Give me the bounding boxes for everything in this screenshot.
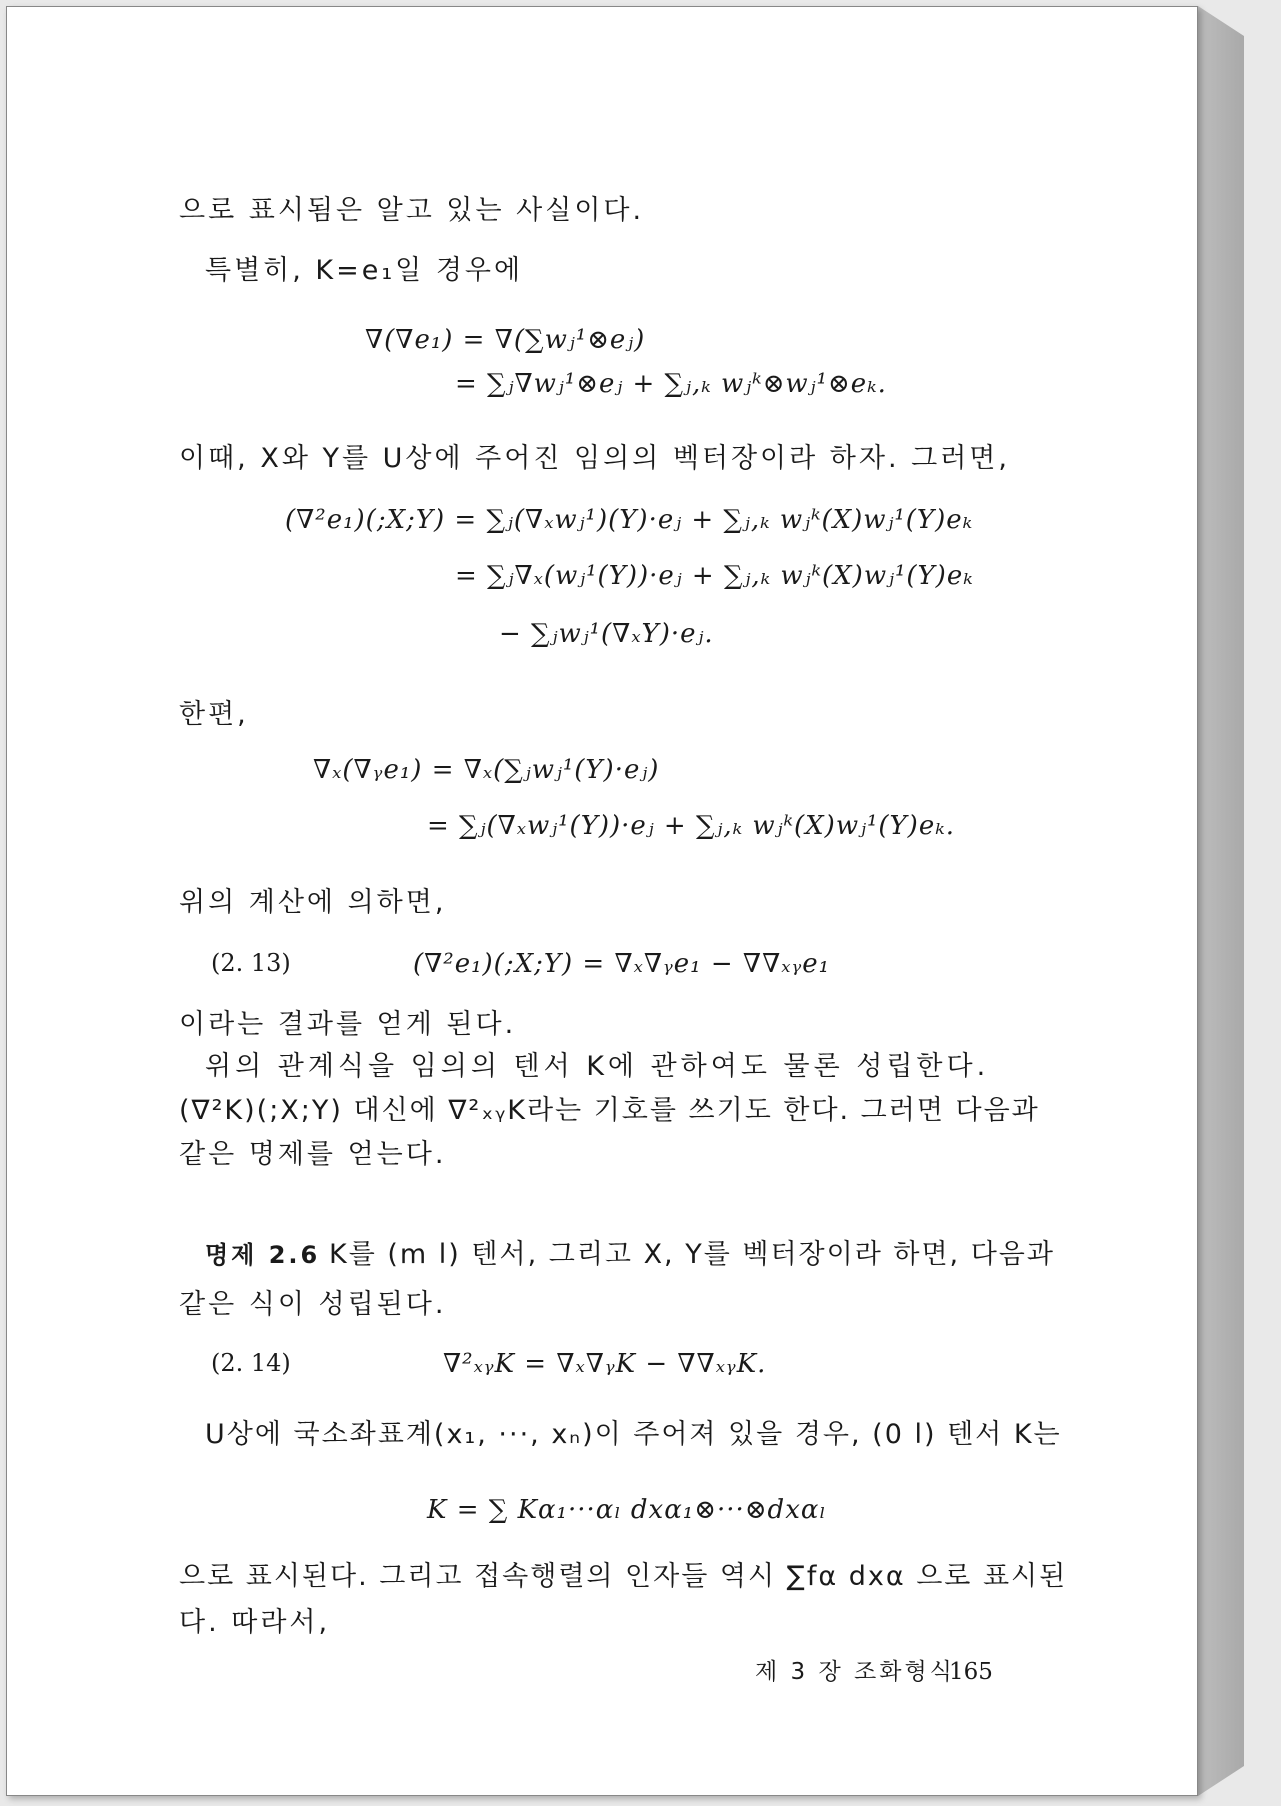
- text-line: 한편,: [179, 699, 249, 730]
- equation-line: = ∑ⱼ∇wⱼ¹⊗eⱼ + ∑ⱼ,ₖ wⱼᵏ⊗wⱼ¹⊗eₖ.: [455, 369, 887, 399]
- text-line: U상에 국소좌표계(x₁, ···, xₙ)이 주어져 있을 경우, (0 l) 텐서 K는: [205, 1419, 1062, 1450]
- equation-line: ∇(∇e₁) = ∇(∑wⱼ¹⊗eⱼ): [365, 325, 646, 355]
- chapter-footer: 제 3 장 조화형식: [755, 1659, 955, 1685]
- text-line: 이라는 결과를 얻게 된다.: [179, 1009, 517, 1040]
- equation-line: = ∑ⱼ∇ₓ(wⱼ¹(Y))·eⱼ + ∑ⱼ,ₖ wⱼᵏ(X)wⱼ¹(Y)eₖ: [455, 561, 974, 591]
- equation-line: ∇ₓ(∇ᵧe₁) = ∇ₓ(∑ⱼwⱼ¹(Y)·eⱼ): [313, 755, 660, 785]
- equation-line: K = ∑ Kα₁···αₗ dxα₁⊗···⊗dxαₗ: [427, 1495, 827, 1525]
- text-line: 으로 표시된다. 그리고 접속행렬의 인자들 역시 ∑fα dxα 으로 표시된: [179, 1561, 1068, 1592]
- equation-line: − ∑ⱼwⱼ¹(∇ₓY)·eⱼ.: [499, 619, 714, 649]
- text-line: 위의 관계식을 임의의 텐서 K에 관하여도 물론 성립한다.: [205, 1051, 990, 1082]
- equation-number: (2. 13): [211, 949, 291, 977]
- text-line: (∇²K)(;X;Y) 대신에 ∇²ₓᵧK라는 기호를 쓰기도 한다. 그러면 다음과: [179, 1095, 1040, 1126]
- text-line: 으로 표시됨은 알고 있는 사실이다.: [179, 195, 645, 226]
- book-page: [6, 6, 1198, 1796]
- equation-line: = ∑ⱼ(∇ₓwⱼ¹(Y))·eⱼ + ∑ⱼ,ₖ wⱼᵏ(X)wⱼ¹(Y)eₖ.: [427, 811, 955, 841]
- equation-line: ∇²ₓᵧK = ∇ₓ∇ᵧK − ∇∇ₓᵧK.: [443, 1349, 767, 1379]
- text-line: 다. 따라서,: [179, 1607, 331, 1638]
- text-line: K를 (m l) 텐서, 그리고 X, Y를 벡터장이라 하면, 다음과: [329, 1239, 1055, 1270]
- text-line: 위의 계산에 의하면,: [179, 887, 447, 918]
- equation-line: (∇²e₁)(;X;Y) = ∑ⱼ(∇ₓwⱼ¹)(Y)·eⱼ + ∑ⱼ,ₖ wⱼᵏ(X)wⱼ¹(Y)eₖ: [285, 505, 974, 535]
- text-line: 같은 식이 성립된다.: [179, 1289, 447, 1320]
- proposition-label: 명제 2.6: [205, 1241, 321, 1269]
- text-line: 같은 명제를 얻는다.: [179, 1139, 447, 1170]
- equation-line: (∇²e₁)(;X;Y) = ∇ₓ∇ᵧe₁ − ∇∇ₓᵧe₁: [413, 949, 831, 979]
- text-line: 이때, X와 Y를 U상에 주어진 임의의 벡터장이라 하자. 그러면,: [179, 443, 1010, 474]
- text-line: 특별히, K=e₁일 경우에: [205, 255, 524, 286]
- page-number: 165: [949, 1659, 993, 1685]
- equation-number: (2. 14): [211, 1349, 291, 1377]
- page-edge: [1198, 6, 1244, 1796]
